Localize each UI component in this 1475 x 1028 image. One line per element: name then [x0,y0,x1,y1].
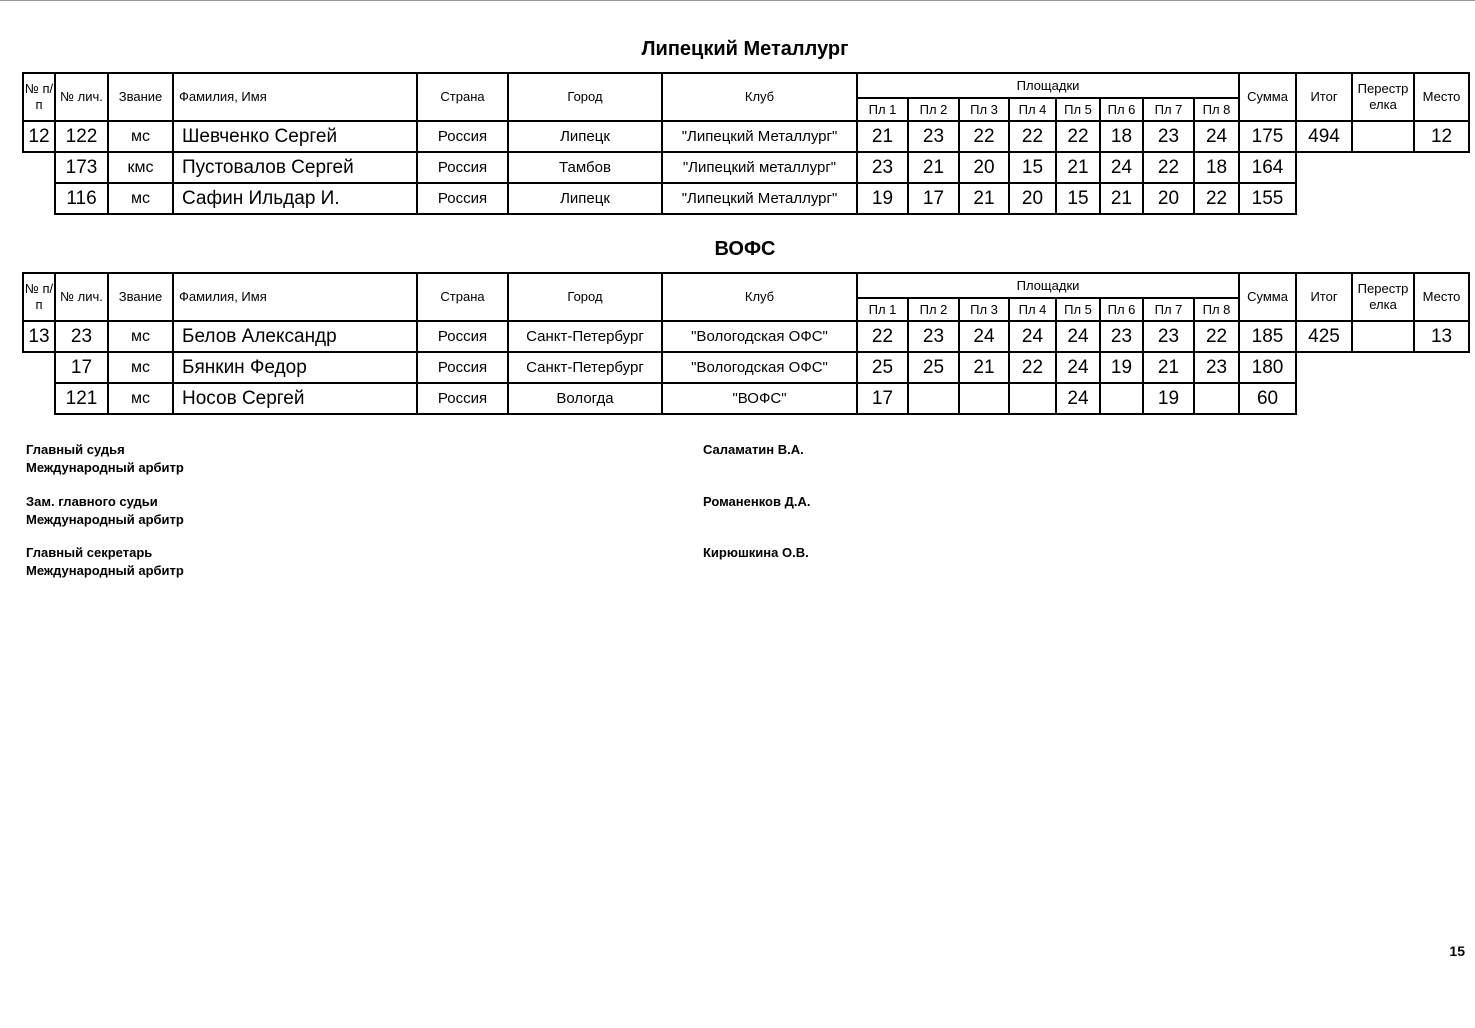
court-score: 24 [1056,352,1100,383]
title-label: Международный арбитр [26,460,184,475]
team-table [22,272,1470,415]
empty-cell [23,383,55,414]
athlete-name: Белов Александр [173,321,417,352]
country: Россия [417,383,508,414]
court-score: 23 [908,321,959,352]
court-score [959,383,1009,414]
empty-cell [23,152,55,183]
court-score: 21 [908,152,959,183]
court-score: 19 [1100,352,1143,383]
shootoff [1352,121,1414,152]
header-court-7: Пл 7 [1143,298,1194,321]
header-court-7: Пл 7 [1143,98,1194,121]
header-city: Город [508,73,662,121]
header-shootoff: Перестр елка [1352,273,1414,321]
court-score: 22 [1143,152,1194,183]
header-court-5: Пл 5 [1056,98,1100,121]
court-score [1194,383,1239,414]
court-score: 22 [1056,121,1100,152]
court-score: 23 [1100,321,1143,352]
court-score: 24 [1009,321,1056,352]
court-score: 17 [908,183,959,214]
score-sum: 185 [1239,321,1296,352]
header-court-1: Пл 1 [857,298,908,321]
athlete-name: Носов Сергей [173,383,417,414]
court-score: 25 [908,352,959,383]
score-sum: 180 [1239,352,1296,383]
shootoff [1352,321,1414,352]
header-court-2: Пл 2 [908,298,959,321]
empty-cell [1296,383,1352,414]
header-court-8: Пл 8 [1194,298,1239,321]
court-score: 24 [1056,383,1100,414]
header-total: Итог [1296,73,1352,121]
athlete-name: Сафин Ильдар И. [173,183,417,214]
team-total: 494 [1296,121,1352,152]
court-score: 21 [1143,352,1194,383]
header-name: Фамилия, Имя [173,273,417,321]
official-role [26,544,184,580]
official-name: Саламатин В.А. [703,442,804,457]
court-score: 21 [1100,183,1143,214]
team-place: 13 [1414,321,1469,352]
court-score: 25 [857,352,908,383]
role-label: Главный судья [26,442,125,457]
header-court-6: Пл 6 [1100,98,1143,121]
license-number: 17 [55,352,108,383]
empty-cell [23,183,55,214]
title-label: Международный арбитр [26,512,184,527]
rank: мс [108,121,173,152]
header-courts: Площадки [857,73,1239,98]
license-number: 173 [55,152,108,183]
header-num: № п/п [23,273,55,321]
city: Липецк [508,121,662,152]
license-number: 116 [55,183,108,214]
empty-cell [1352,152,1414,183]
header-license: № лич. [55,273,108,321]
header-courts: Площадки [857,273,1239,298]
court-score: 22 [1194,183,1239,214]
court-score: 22 [1009,352,1056,383]
team-total: 425 [1296,321,1352,352]
rank: мс [108,183,173,214]
court-score: 23 [908,121,959,152]
team-number: 12 [23,121,55,152]
header-shootoff: Перестр елка [1352,73,1414,121]
athlete-row [23,183,1469,214]
city: Липецк [508,183,662,214]
empty-cell [1414,183,1469,214]
court-score: 24 [1100,152,1143,183]
club: "Липецкий металлург" [662,152,857,183]
top-border [0,0,1475,1]
header-license: № лич. [55,73,108,121]
court-score: 23 [857,152,908,183]
court-score: 24 [959,321,1009,352]
header-rank: Звание [108,273,173,321]
header-court-1: Пл 1 [857,98,908,121]
city: Санкт-Петербург [508,321,662,352]
club: "Вологодская ОФС" [662,352,857,383]
team-title: ВОФС [714,238,776,260]
empty-cell [1296,152,1352,183]
official-name: Романенков Д.А. [703,494,811,509]
empty-cell [1352,352,1414,383]
header-sum: Сумма [1239,273,1296,321]
header-court-6: Пл 6 [1100,298,1143,321]
athlete-row [23,121,1469,152]
header-rank: Звание [108,73,173,121]
score-sum: 175 [1239,121,1296,152]
team-place: 12 [1414,121,1469,152]
title-label: Международный арбитр [26,563,184,578]
header-court-3: Пл 3 [959,98,1009,121]
role-label: Зам. главного судьи [26,494,158,509]
court-score: 19 [1143,383,1194,414]
empty-cell [1296,183,1352,214]
team-title: Липецкий Металлург [641,38,849,60]
athlete-row [23,352,1469,383]
athlete-row [23,152,1469,183]
court-score: 21 [959,352,1009,383]
empty-cell [1414,352,1469,383]
header-name: Фамилия, Имя [173,73,417,121]
header-country: Страна [417,73,508,121]
city: Тамбов [508,152,662,183]
empty-cell [1352,183,1414,214]
rank: мс [108,321,173,352]
license-number: 23 [55,321,108,352]
court-score: 23 [1143,121,1194,152]
header-court-4: Пл 4 [1009,98,1056,121]
header-city: Город [508,273,662,321]
court-score: 21 [857,121,908,152]
athlete-name: Шевченко Сергей [173,121,417,152]
score-sum: 155 [1239,183,1296,214]
header-court-2: Пл 2 [908,98,959,121]
empty-cell [23,352,55,383]
header-court-4: Пл 4 [1009,298,1056,321]
license-number: 121 [55,383,108,414]
court-score: 20 [1143,183,1194,214]
club: "Липецкий Металлург" [662,183,857,214]
court-score: 22 [959,121,1009,152]
header-place: Место [1414,273,1469,321]
country: Россия [417,121,508,152]
court-score [1100,383,1143,414]
court-score: 15 [1056,183,1100,214]
court-score: 22 [1194,321,1239,352]
club: "Вологодская ОФС" [662,321,857,352]
header-sum: Сумма [1239,73,1296,121]
header-court-8: Пл 8 [1194,98,1239,121]
page-number: 15 [1449,943,1465,959]
rank: мс [108,383,173,414]
court-score: 20 [959,152,1009,183]
court-score: 23 [1194,352,1239,383]
empty-cell [1352,383,1414,414]
court-score: 15 [1009,152,1056,183]
header-court-5: Пл 5 [1056,298,1100,321]
court-score: 23 [1143,321,1194,352]
header-club: Клуб [662,273,857,321]
empty-cell [1296,352,1352,383]
role-label: Главный секретарь [26,545,153,560]
court-score: 21 [959,183,1009,214]
score-sum: 164 [1239,152,1296,183]
rank: кмс [108,152,173,183]
court-score: 20 [1009,183,1056,214]
court-score [908,383,959,414]
court-score: 19 [857,183,908,214]
team-table [22,72,1470,215]
court-score: 24 [1194,121,1239,152]
athlete-row [23,321,1469,352]
country: Россия [417,152,508,183]
country: Россия [417,183,508,214]
empty-cell [1414,152,1469,183]
license-number: 122 [55,121,108,152]
header-court-3: Пл 3 [959,298,1009,321]
city: Вологда [508,383,662,414]
court-score: 24 [1056,321,1100,352]
header-num: № п/п [23,73,55,121]
city: Санкт-Петербург [508,352,662,383]
court-score: 18 [1100,121,1143,152]
court-score: 22 [857,321,908,352]
club: "Липецкий Металлург" [662,121,857,152]
athlete-name: Пустовалов Сергей [173,152,417,183]
header-place: Место [1414,73,1469,121]
score-sum: 60 [1239,383,1296,414]
header-total: Итог [1296,273,1352,321]
rank: мс [108,352,173,383]
club: "ВОФС" [662,383,857,414]
official-name: Кирюшкина О.В. [703,545,809,560]
court-score: 22 [1009,121,1056,152]
empty-cell [1414,383,1469,414]
athlete-row [23,383,1469,414]
team-number: 13 [23,321,55,352]
court-score: 18 [1194,152,1239,183]
country: Россия [417,321,508,352]
court-score [1009,383,1056,414]
country: Россия [417,352,508,383]
official-role [26,493,184,529]
court-score: 17 [857,383,908,414]
athlete-name: Бянкин Федор [173,352,417,383]
header-club: Клуб [662,73,857,121]
court-score: 21 [1056,152,1100,183]
official-role [26,441,184,477]
header-country: Страна [417,273,508,321]
